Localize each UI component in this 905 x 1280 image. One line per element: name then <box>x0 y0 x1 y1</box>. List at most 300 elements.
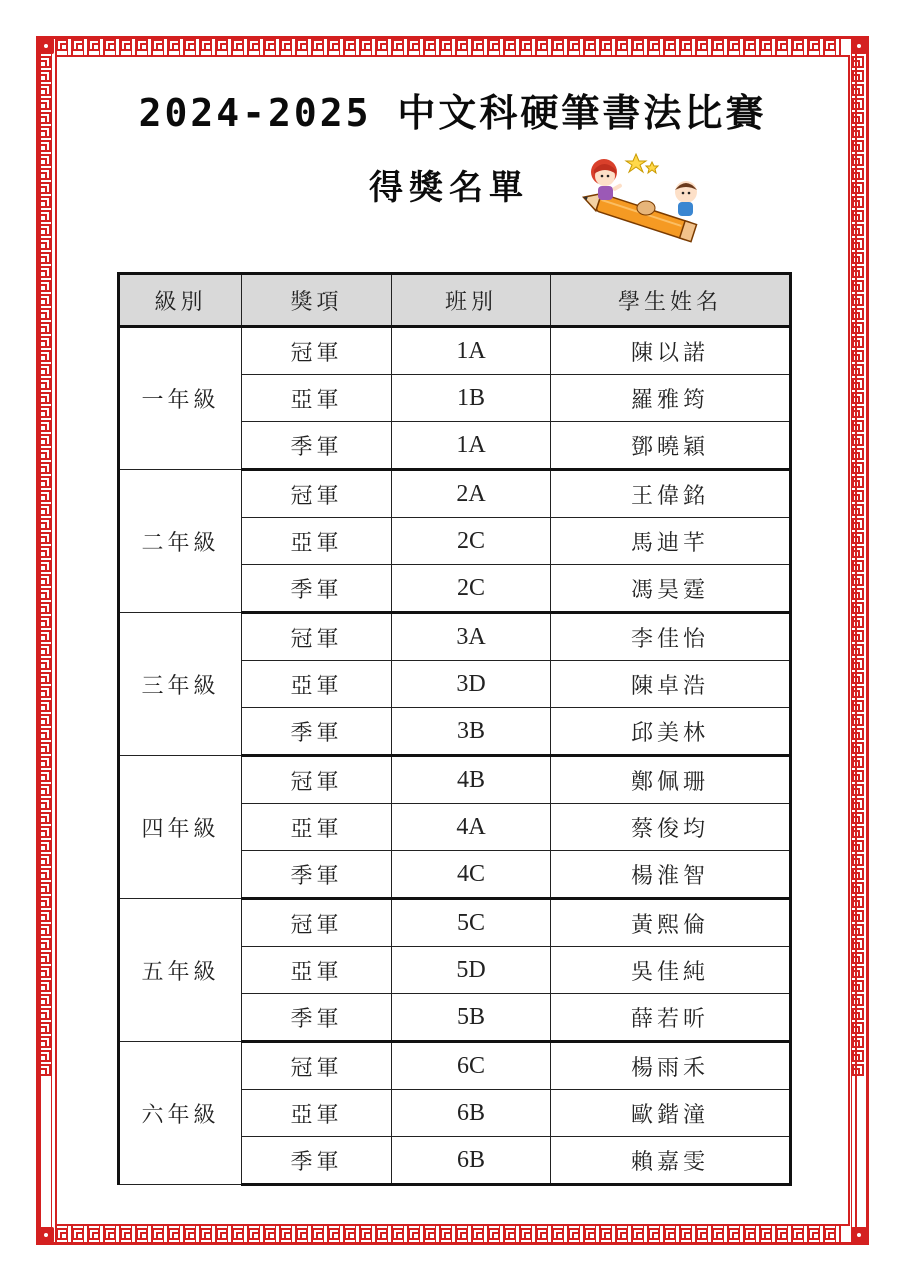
fret-pattern-icon <box>852 308 864 320</box>
fret-pattern-icon <box>852 728 864 740</box>
fret-pattern-icon <box>600 1228 612 1240</box>
fret-pattern-icon <box>552 1228 564 1240</box>
fret-pattern-icon <box>852 868 864 880</box>
grade-cell: 一年級 <box>119 327 242 470</box>
fret-pattern-icon <box>852 798 864 810</box>
fret-pattern-icon <box>712 1228 724 1240</box>
fret-pattern-icon <box>824 1228 836 1240</box>
fret-pattern-icon <box>39 728 51 740</box>
fret-pattern-icon <box>852 756 864 768</box>
fret-pattern-icon <box>852 616 864 628</box>
fret-pattern-icon <box>632 39 644 51</box>
column-header-student-name: 學生姓名 <box>551 274 791 327</box>
student-name-cell: 馮昊霆 <box>551 565 791 613</box>
fret-pattern-icon <box>568 1228 580 1240</box>
fret-pattern-icon <box>39 322 51 334</box>
fret-pattern-icon <box>248 1228 260 1240</box>
fret-pattern-icon <box>852 406 864 418</box>
fret-pattern-icon <box>344 39 356 51</box>
fret-pattern-icon <box>39 308 51 320</box>
fret-pattern-icon <box>200 1228 212 1240</box>
fret-pattern-icon <box>39 1022 51 1034</box>
fret-pattern-icon <box>852 546 864 558</box>
fret-pattern-icon <box>852 140 864 152</box>
fret-pattern-icon <box>184 39 196 51</box>
class-cell: 3B <box>392 708 551 756</box>
corner-ornament-icon <box>851 1227 867 1243</box>
fret-pattern-icon <box>824 39 836 51</box>
student-name-cell: 薛若昕 <box>551 994 791 1042</box>
fret-pattern-icon <box>440 1228 452 1240</box>
fret-pattern-icon <box>39 686 51 698</box>
border-right-pattern <box>851 54 867 1227</box>
fret-pattern-icon <box>200 39 212 51</box>
fret-pattern-icon <box>39 1050 51 1062</box>
fret-pattern-icon <box>852 714 864 726</box>
fret-pattern-icon <box>39 490 51 502</box>
fret-pattern-icon <box>280 39 292 51</box>
student-name-cell: 陳卓浩 <box>551 661 791 708</box>
class-cell: 3A <box>392 613 551 661</box>
fret-pattern-icon <box>39 840 51 852</box>
table-row <box>119 899 791 947</box>
fret-pattern-icon <box>852 518 864 530</box>
fret-pattern-icon <box>39 658 51 670</box>
fret-pattern-icon <box>39 448 51 460</box>
award-cell: 冠軍 <box>242 327 392 375</box>
border-top-pattern <box>54 38 851 54</box>
fret-pattern-icon <box>728 1228 740 1240</box>
fret-pattern-icon <box>776 39 788 51</box>
fret-pattern-icon <box>852 322 864 334</box>
fret-pattern-icon <box>792 39 804 51</box>
fret-pattern-icon <box>408 39 420 51</box>
fret-pattern-icon <box>328 1228 340 1240</box>
class-cell: 2C <box>392 565 551 613</box>
fret-pattern-icon <box>852 882 864 894</box>
award-cell: 季軍 <box>242 422 392 470</box>
fret-pattern-icon <box>39 574 51 586</box>
fret-pattern-icon <box>39 784 51 796</box>
student-name-cell: 楊淮智 <box>551 851 791 899</box>
fret-pattern-icon <box>852 154 864 166</box>
fret-pattern-icon <box>39 560 51 572</box>
fret-pattern-icon <box>852 980 864 992</box>
fret-pattern-icon <box>39 770 51 782</box>
student-name-cell: 鄧曉穎 <box>551 422 791 470</box>
fret-pattern-icon <box>376 1228 388 1240</box>
fret-pattern-icon <box>216 39 228 51</box>
fret-pattern-icon <box>39 224 51 236</box>
fret-pattern-icon <box>360 1228 372 1240</box>
fret-pattern-icon <box>852 504 864 516</box>
fret-pattern-icon <box>852 532 864 544</box>
fret-pattern-icon <box>39 406 51 418</box>
award-cell: 亞軍 <box>242 661 392 708</box>
fret-pattern-icon <box>852 490 864 502</box>
fret-pattern-icon <box>120 39 132 51</box>
fret-pattern-icon <box>680 39 692 51</box>
fret-pattern-icon <box>600 39 612 51</box>
fret-pattern-icon <box>360 39 372 51</box>
fret-pattern-icon <box>56 39 68 51</box>
fret-pattern-icon <box>852 686 864 698</box>
grade-cell: 六年級 <box>119 1042 242 1185</box>
award-cell: 亞軍 <box>242 518 392 565</box>
fret-pattern-icon <box>616 39 628 51</box>
award-cell: 季軍 <box>242 565 392 613</box>
fret-pattern-icon <box>39 56 51 68</box>
fret-pattern-icon <box>852 700 864 712</box>
fret-pattern-icon <box>39 952 51 964</box>
fret-pattern-icon <box>852 266 864 278</box>
fret-pattern-icon <box>39 588 51 600</box>
fret-pattern-icon <box>39 350 51 362</box>
fret-pattern-icon <box>852 938 864 950</box>
fret-pattern-icon <box>792 1228 804 1240</box>
fret-pattern-icon <box>39 630 51 642</box>
fret-pattern-icon <box>712 39 724 51</box>
fret-pattern-icon <box>39 462 51 474</box>
fret-pattern-icon <box>39 602 51 614</box>
grade-cell: 二年級 <box>119 470 242 613</box>
award-cell: 冠軍 <box>242 613 392 661</box>
fret-pattern-icon <box>39 70 51 82</box>
table-row <box>119 613 791 661</box>
fret-pattern-icon <box>852 168 864 180</box>
fret-pattern-icon <box>536 39 548 51</box>
fret-pattern-icon <box>88 1228 100 1240</box>
fret-pattern-icon <box>72 1228 84 1240</box>
page-subtitle: 得獎名單 <box>369 168 529 208</box>
student-name-cell: 馬迪芊 <box>551 518 791 565</box>
page-title: 2024-2025 中文科硬筆書法比賽 <box>138 91 767 135</box>
fret-pattern-icon <box>852 840 864 852</box>
fret-pattern-icon <box>648 39 660 51</box>
fret-pattern-icon <box>808 39 820 51</box>
fret-pattern-icon <box>39 672 51 684</box>
fret-pattern-icon <box>760 39 772 51</box>
fret-pattern-icon <box>776 1228 788 1240</box>
fret-pattern-icon <box>552 39 564 51</box>
fret-pattern-icon <box>852 770 864 782</box>
student-name-cell: 羅雅筠 <box>551 375 791 422</box>
corner-ornament-icon <box>38 1227 54 1243</box>
fret-pattern-icon <box>852 1022 864 1034</box>
class-cell: 3D <box>392 661 551 708</box>
fret-pattern-icon <box>39 938 51 950</box>
fret-pattern-icon <box>39 252 51 264</box>
fret-pattern-icon <box>520 39 532 51</box>
fret-pattern-icon <box>152 39 164 51</box>
fret-pattern-icon <box>72 39 84 51</box>
award-cell: 冠軍 <box>242 470 392 518</box>
fret-pattern-icon <box>39 504 51 516</box>
fret-pattern-icon <box>852 210 864 222</box>
award-cell: 季軍 <box>242 994 392 1042</box>
fret-pattern-icon <box>520 1228 532 1240</box>
grade-cell: 五年級 <box>119 899 242 1042</box>
fret-pattern-icon <box>852 966 864 978</box>
fret-pattern-icon <box>104 39 116 51</box>
fret-pattern-icon <box>488 1228 500 1240</box>
fret-pattern-icon <box>56 1228 68 1240</box>
fret-pattern-icon <box>168 39 180 51</box>
student-name-cell: 蔡俊均 <box>551 804 791 851</box>
fret-pattern-icon <box>39 476 51 488</box>
column-header-grade: 級別 <box>119 274 242 327</box>
column-header-class: 班別 <box>392 274 551 327</box>
fret-pattern-icon <box>39 882 51 894</box>
student-name-cell: 陳以諾 <box>551 327 791 375</box>
fret-pattern-icon <box>456 1228 468 1240</box>
fret-pattern-icon <box>696 39 708 51</box>
class-cell: 2A <box>392 470 551 518</box>
fret-pattern-icon <box>852 1008 864 1020</box>
student-name-cell: 李佳怡 <box>551 613 791 661</box>
student-name-cell: 邱美林 <box>551 708 791 756</box>
fret-pattern-icon <box>616 1228 628 1240</box>
award-cell: 季軍 <box>242 708 392 756</box>
fret-pattern-icon <box>852 378 864 390</box>
fret-pattern-icon <box>39 826 51 838</box>
fret-pattern-icon <box>39 518 51 530</box>
fret-pattern-icon <box>264 1228 276 1240</box>
fret-pattern-icon <box>39 966 51 978</box>
table-row <box>119 756 791 804</box>
fret-pattern-icon <box>408 1228 420 1240</box>
fret-pattern-icon <box>664 39 676 51</box>
fret-pattern-icon <box>248 39 260 51</box>
fret-pattern-icon <box>39 546 51 558</box>
children-on-pencil-illustration-icon <box>574 148 714 252</box>
fret-pattern-icon <box>456 39 468 51</box>
fret-pattern-icon <box>852 196 864 208</box>
class-cell: 1A <box>392 327 551 375</box>
award-cell: 冠軍 <box>242 756 392 804</box>
fret-pattern-icon <box>472 39 484 51</box>
award-cell: 季軍 <box>242 1137 392 1185</box>
border-bottom-pattern <box>54 1227 851 1243</box>
fret-pattern-icon <box>852 182 864 194</box>
table-row <box>119 327 791 375</box>
fret-pattern-icon <box>39 756 51 768</box>
fret-pattern-icon <box>536 1228 548 1240</box>
class-cell: 1A <box>392 422 551 470</box>
fret-pattern-icon <box>504 1228 516 1240</box>
fret-pattern-icon <box>39 532 51 544</box>
fret-pattern-icon <box>39 868 51 880</box>
fret-pattern-icon <box>852 994 864 1006</box>
fret-pattern-icon <box>852 952 864 964</box>
fret-pattern-icon <box>39 238 51 250</box>
class-cell: 4C <box>392 851 551 899</box>
fret-pattern-icon <box>424 39 436 51</box>
fret-pattern-icon <box>344 1228 356 1240</box>
fret-pattern-icon <box>852 476 864 488</box>
fret-pattern-icon <box>232 1228 244 1240</box>
fret-pattern-icon <box>852 448 864 460</box>
fret-pattern-icon <box>852 658 864 670</box>
fret-pattern-icon <box>39 812 51 824</box>
fret-pattern-icon <box>296 39 308 51</box>
fret-pattern-icon <box>852 434 864 446</box>
fret-pattern-icon <box>852 910 864 922</box>
fret-pattern-icon <box>39 994 51 1006</box>
fret-pattern-icon <box>852 364 864 376</box>
table-row <box>119 470 791 518</box>
fret-pattern-icon <box>39 1008 51 1020</box>
fret-pattern-icon <box>568 39 580 51</box>
fret-pattern-icon <box>39 168 51 180</box>
class-cell: 4B <box>392 756 551 804</box>
fret-pattern-icon <box>852 252 864 264</box>
fret-pattern-icon <box>312 1228 324 1240</box>
fret-pattern-icon <box>852 280 864 292</box>
class-cell: 2C <box>392 518 551 565</box>
fret-pattern-icon <box>39 924 51 936</box>
fret-pattern-icon <box>39 644 51 656</box>
fret-pattern-icon <box>120 1228 132 1240</box>
student-name-cell: 楊雨禾 <box>551 1042 791 1090</box>
fret-pattern-icon <box>852 602 864 614</box>
fret-pattern-icon <box>852 238 864 250</box>
fret-pattern-icon <box>852 896 864 908</box>
fret-pattern-icon <box>584 39 596 51</box>
table-header-row <box>119 274 791 327</box>
fret-pattern-icon <box>184 1228 196 1240</box>
award-cell: 亞軍 <box>242 1090 392 1137</box>
fret-pattern-icon <box>632 1228 644 1240</box>
fret-pattern-icon <box>39 980 51 992</box>
fret-pattern-icon <box>39 196 51 208</box>
table-row <box>119 1042 791 1090</box>
fret-pattern-icon <box>852 1036 864 1048</box>
fret-pattern-icon <box>232 39 244 51</box>
fret-pattern-icon <box>852 336 864 348</box>
fret-pattern-icon <box>852 588 864 600</box>
fret-pattern-icon <box>680 1228 692 1240</box>
fret-pattern-icon <box>39 896 51 908</box>
class-cell: 1B <box>392 375 551 422</box>
fret-pattern-icon <box>852 392 864 404</box>
fret-pattern-icon <box>852 420 864 432</box>
award-cell: 亞軍 <box>242 375 392 422</box>
column-header-award: 獎項 <box>242 274 392 327</box>
fret-pattern-icon <box>852 224 864 236</box>
fret-pattern-icon <box>852 854 864 866</box>
fret-pattern-icon <box>392 1228 404 1240</box>
fret-pattern-icon <box>88 39 100 51</box>
student-name-cell: 王偉銘 <box>551 470 791 518</box>
fret-pattern-icon <box>852 924 864 936</box>
award-cell: 亞軍 <box>242 804 392 851</box>
grade-cell: 四年級 <box>119 756 242 899</box>
fret-pattern-icon <box>852 1050 864 1062</box>
fret-pattern-icon <box>39 392 51 404</box>
fret-pattern-icon <box>39 364 51 376</box>
fret-pattern-icon <box>424 1228 436 1240</box>
fret-pattern-icon <box>852 294 864 306</box>
award-cell: 亞軍 <box>242 947 392 994</box>
fret-pattern-icon <box>216 1228 228 1240</box>
fret-pattern-icon <box>39 336 51 348</box>
fret-pattern-icon <box>39 266 51 278</box>
fret-pattern-icon <box>852 70 864 82</box>
fret-pattern-icon <box>39 910 51 922</box>
fret-pattern-icon <box>312 39 324 51</box>
fret-pattern-icon <box>39 140 51 152</box>
fret-pattern-icon <box>39 378 51 390</box>
fret-pattern-icon <box>440 39 452 51</box>
fret-pattern-icon <box>852 644 864 656</box>
fret-pattern-icon <box>39 854 51 866</box>
fret-pattern-icon <box>39 1064 51 1076</box>
fret-pattern-icon <box>39 616 51 628</box>
class-cell: 6B <box>392 1090 551 1137</box>
fret-pattern-icon <box>136 1228 148 1240</box>
fret-pattern-icon <box>296 1228 308 1240</box>
class-cell: 6C <box>392 1042 551 1090</box>
fret-pattern-icon <box>39 798 51 810</box>
fret-pattern-icon <box>744 39 756 51</box>
grade-cell: 三年級 <box>119 613 242 756</box>
fret-pattern-icon <box>852 462 864 474</box>
fret-pattern-icon <box>488 39 500 51</box>
class-cell: 6B <box>392 1137 551 1185</box>
fret-pattern-icon <box>504 39 516 51</box>
fret-pattern-icon <box>852 826 864 838</box>
corner-ornament-icon <box>38 38 54 54</box>
fret-pattern-icon <box>39 420 51 432</box>
award-cell: 冠軍 <box>242 899 392 947</box>
class-cell: 5D <box>392 947 551 994</box>
fret-pattern-icon <box>104 1228 116 1240</box>
fret-pattern-icon <box>852 672 864 684</box>
class-cell: 5C <box>392 899 551 947</box>
fret-pattern-icon <box>39 154 51 166</box>
fret-pattern-icon <box>648 1228 660 1240</box>
fret-pattern-icon <box>39 714 51 726</box>
fret-pattern-icon <box>584 1228 596 1240</box>
fret-pattern-icon <box>39 294 51 306</box>
fret-pattern-icon <box>39 182 51 194</box>
fret-pattern-icon <box>39 742 51 754</box>
award-cell: 季軍 <box>242 851 392 899</box>
border-left-pattern <box>38 54 54 1227</box>
awards-table <box>117 272 792 1186</box>
fret-pattern-icon <box>852 784 864 796</box>
fret-pattern-icon <box>852 1064 864 1076</box>
fret-pattern-icon <box>664 1228 676 1240</box>
student-name-cell: 吳佳純 <box>551 947 791 994</box>
student-name-cell: 歐鍇潼 <box>551 1090 791 1137</box>
fret-pattern-icon <box>328 39 340 51</box>
fret-pattern-icon <box>852 56 864 68</box>
fret-pattern-icon <box>728 39 740 51</box>
fret-pattern-icon <box>376 39 388 51</box>
fret-pattern-icon <box>39 434 51 446</box>
fret-pattern-icon <box>39 700 51 712</box>
fret-pattern-icon <box>852 574 864 586</box>
fret-pattern-icon <box>852 630 864 642</box>
fret-pattern-icon <box>136 39 148 51</box>
fret-pattern-icon <box>696 1228 708 1240</box>
fret-pattern-icon <box>760 1228 772 1240</box>
fret-pattern-icon <box>280 1228 292 1240</box>
fret-pattern-icon <box>852 742 864 754</box>
fret-pattern-icon <box>168 1228 180 1240</box>
